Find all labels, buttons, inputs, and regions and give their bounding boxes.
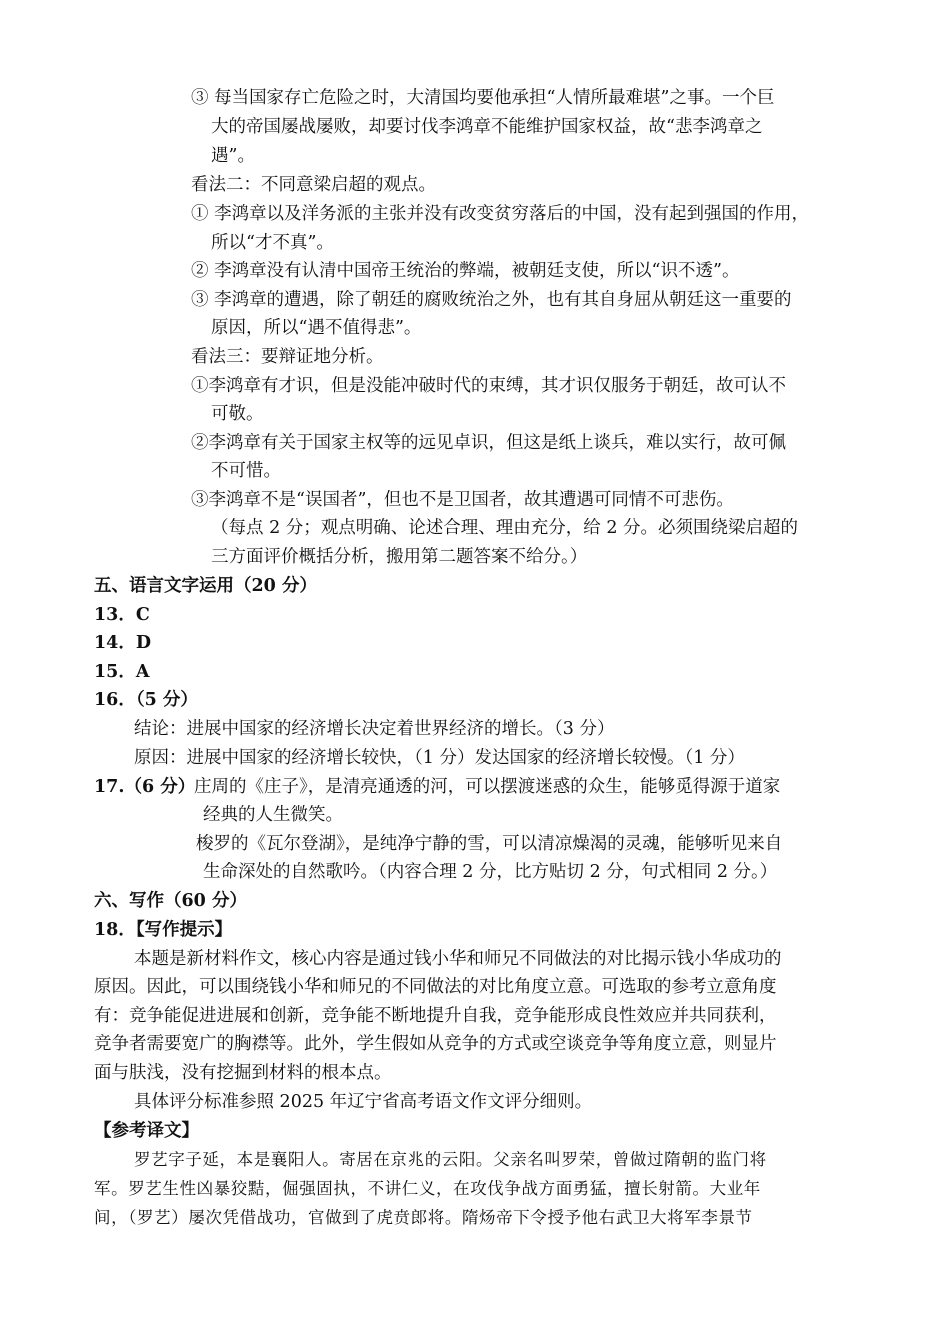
view2-title: 看法二：不同意梁启超的观点。 bbox=[191, 175, 436, 195]
view1-point3-line1: ③ 每当国家存亡危险之时，大清国均要他承担“人情所最难堪”之事。一个巨 bbox=[191, 88, 775, 108]
view3-point3: ③李鸿章不是“误国者”，但也不是卫国者，故其遭遇可同情不可悲伤。 bbox=[191, 490, 734, 510]
writing-tip-line3: 有：竞争能促进进展和创新，竞争能不断地提升自我，竞争能形成良性效应并共同获利， bbox=[94, 1006, 777, 1026]
view3-point2-line1: ②李鸿章有关于国家主权等的远见卓识，但这是纸上谈兵，难以实行，故可佩 bbox=[191, 433, 786, 453]
view3-title: 看法三：要辩证地分析。 bbox=[191, 347, 384, 367]
writing-tip-line5: 面与肤浅，没有挖掘到材料的根本点。 bbox=[94, 1063, 392, 1083]
answer-17-line1: 庄周的《庄子》，是清亮通透的河，可以摆渡迷惑的众生，能够觅得源于道家 bbox=[194, 777, 781, 797]
writing-tip-line2: 原因。因此，可以围绕钱小华和师兄的不同做法的对比角度立意。可选取的参考立意角度 bbox=[94, 977, 777, 997]
view3-point1-line2: 可敬。 bbox=[211, 404, 264, 424]
section6-heading: 六、写作（60 分） bbox=[94, 891, 247, 911]
scoring-note-line1: （每点 2 分；观点明确、论述合理、理由充分，给 2 分。必须围绕梁启超的 bbox=[211, 518, 799, 538]
writing-tip-line1: 本题是新材料作文，核心内容是通过钱小华和师兄不同做法的对比揭示钱小华成功的 bbox=[134, 949, 782, 969]
view2-point1-line1: ① 李鸿章以及洋务派的主张并没有改变贫穷落后的中国，没有起到强国的作用， bbox=[191, 204, 810, 224]
view3-point2-line2: 不可惜。 bbox=[211, 461, 281, 481]
scoring-note-line2: 三方面评价概括分析，搬用第二题答案不给分。） bbox=[211, 547, 588, 567]
answer-17-line3: 梭罗的《瓦尔登湖》，是纯净宁静的雪，可以清凉燥渴的灵魂，能够听见来自 bbox=[196, 834, 783, 854]
answer-16-conclusion: 结论：进展中国家的经济增长决定着世界经济的增长。（3 分） bbox=[134, 719, 615, 739]
answer-16-reason: 原因：进展中国家的经济增长较快，（1 分）发达国家的经济增长较慢。（1 分） bbox=[134, 748, 745, 768]
answer-17-line2: 经典的人生微笑。 bbox=[203, 805, 343, 825]
answer-14: 14．D bbox=[94, 633, 152, 653]
view1-point3-line2: 大的帝国屡战屡败，却要讨伐李鸿章不能维护国家权益，故“悲李鸿章之 bbox=[211, 117, 763, 137]
view1-point3-line3: 遇”。 bbox=[211, 146, 255, 166]
writing-tip-line4: 竞争者需要宽广的胸襟等。此外，学生假如从竞争的方式或空谈竞争等角度立意，则显片 bbox=[94, 1034, 777, 1054]
scoring-standard-note: 具体评分标准参照 2025 年辽宁省高考语文作文评分细则。 bbox=[134, 1092, 593, 1112]
answer-13: 13．C bbox=[94, 605, 150, 625]
answer-17-label: 17.（6 分） bbox=[94, 777, 196, 797]
translation-line1: 罗艺字子延，本是襄阳人。寄居在京兆的云阳。父亲名叫罗荣，曾做过隋朝的监门将 bbox=[134, 1150, 767, 1169]
answer-16: 16．（5 分） bbox=[94, 690, 198, 710]
section5-heading: 五、语言文字运用（20 分） bbox=[94, 576, 317, 596]
answer-17-line4: 生命深处的自然歌吟。（内容合理 2 分，比方贴切 2 分，句式相同 2 分。） bbox=[203, 862, 778, 882]
answer-18-title: 18．【写作提示】 bbox=[94, 920, 233, 940]
view2-point2: ② 李鸿章没有认清中国帝王统治的弊端，被朝廷支使，所以“识不透”。 bbox=[191, 261, 740, 281]
answer-15: 15．A bbox=[94, 662, 150, 682]
translation-line3: 间，（罗艺）屡次凭借战功，官做到了虎贲郎将。隋炀帝下令授予他右武卫大将军李景节 bbox=[94, 1208, 753, 1227]
view2-point3-line1: ③ 李鸿章的遭遇，除了朝廷的腐败统治之外，也有其自身屈从朝廷这一重要的 bbox=[191, 290, 792, 310]
view2-point1-line2: 所以“才不真”。 bbox=[211, 233, 334, 253]
translation-line2: 军。罗艺生性凶暴狡黠，倔强固执，不讲仁义，在攻伐争战方面勇猛，擅长射箭。大业年 bbox=[94, 1179, 761, 1198]
translation-heading: 【参考译文】 bbox=[94, 1121, 199, 1141]
view3-point1-line1: ①李鸿章有才识，但是没能冲破时代的束缚，其才识仅服务于朝廷，故可认不 bbox=[191, 376, 786, 396]
view2-point3-line2: 原因，所以“遇不值得悲”。 bbox=[211, 318, 422, 338]
